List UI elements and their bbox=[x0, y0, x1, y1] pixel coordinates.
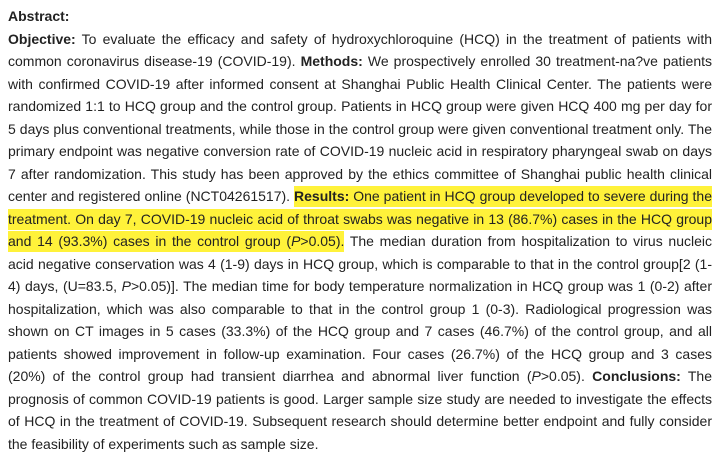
methods-text: We prospectively enrolled 30 treatment-na?ve patients with confirmed COVID-19 after informed consent at Shanghai Public Health Clinical Center. The patients were randomized 1:1 to HCQ group and the control group. Patients in HCQ group were given HCQ 400 mg per day for 5 days plus conventional treatments, while those in the control group were given conventional treatment only. The primary endpoint was negative conversion rate of COVID-19 nucleic acid in respiratory pharyngeal swab on days 7 after randomization. This study has been approved by the ethics committee of Shanghai public health clinical center and registered online (NCT04261517). bbox=[8, 53, 712, 204]
objective-label: Objective: bbox=[8, 30, 76, 47]
results-text-5: >0.05). bbox=[540, 368, 593, 384]
p-value-symbol: P bbox=[121, 278, 131, 294]
p-value-symbol: P bbox=[531, 368, 541, 384]
conclusions-label: Conclusions: bbox=[592, 368, 681, 384]
abstract-body bbox=[8, 28, 712, 456]
results-text-1: One patient in HCQ group developed to severe during the treatment. On day 7, COVID-19 nucleic acid of throat swabs was negative in 13 (86.7%) cases in the HCQ group and 14 (93.3%) cases in the control group ( bbox=[8, 188, 712, 249]
results-text-4: >0.05)]. The median time for body temperature normalization in HCQ group was 1 (0-2) after hospitalization, which was also comparable to that in the control group 1 (0-3). Radiological progression was shown on CT images in 5 cases (33.3%) of the HCQ group and 7 cases (46.7%) of the control group, and all patients showed improvement in follow-up examination. Four cases (26.7%) of the HCQ group and 3 cases (20%) of the control group had transient diarrhea and abnormal liver function ( bbox=[8, 278, 712, 384]
p-value-symbol: P bbox=[291, 233, 301, 249]
conclusions-text: The prognosis of common COVID-19 patients is good. Larger sample size study are needed to investigate the effects of HCQ in the treatment of COVID-19. Subsequent research should determine better endpoint and fully consider the feasibility of experiments such as sample size. bbox=[8, 368, 713, 452]
results-text-3: The median duration from hospitalization to virus nucleic acid negative conservation was 4 (1-9) days in HCQ group, which is comparable to that in the control group[2 (1-4) days, (U=83.5, bbox=[8, 233, 712, 294]
results-text-2: >0.05). bbox=[300, 233, 345, 249]
results-label: Results: bbox=[294, 188, 350, 204]
abstract-section bbox=[8, 5, 712, 455]
abstract-heading: Abstract: bbox=[8, 8, 70, 24]
methods-label: Methods: bbox=[300, 53, 363, 69]
objective-text: To evaluate the efficacy and safety of hydroxychloroquine (HCQ) in the treatment of patients with common coronavirus disease-19 (COVID-19). bbox=[8, 30, 712, 69]
